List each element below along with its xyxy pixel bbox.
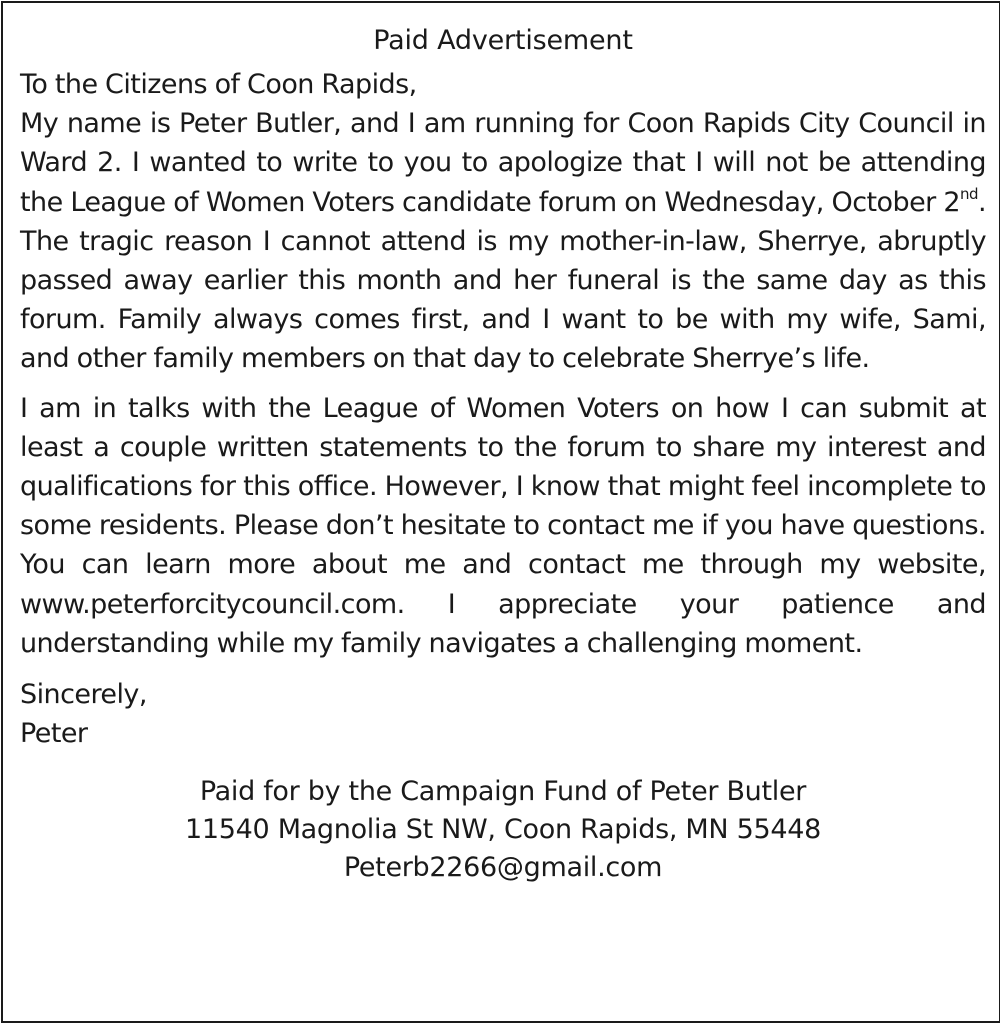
paid-for-line: Paid for by the Campaign Fund of Peter Butler (199, 776, 807, 808)
ad-heading: Paid Advertisement (373, 25, 633, 56)
advertisement-frame (1, 1, 1000, 1023)
paragraph-1-text-end: . The tragic reason I cannot attend is my mother-in-law, Sherrye, abruptly passed away earlier this month and her funeral is the same day as this forum. Family always comes first, and I want to be with my wife, Sami, and other family members on that day to celebrate Sherrye’s life. (20, 186, 986, 375)
letter-paragraph-1 (20, 104, 986, 378)
mailing-address: 11540 Magnolia St NW, Coon Rapids, MN 55448 (185, 814, 821, 846)
letter-signature: Peter (20, 718, 88, 750)
contact-email: Peterb2266@gmail.com (343, 852, 663, 884)
letter-salutation: To the Citizens of Coon Rapids, (20, 69, 417, 100)
letter-paragraph-2: I am in talks with the League of Women Voters on how I can submit at least a couple written statements to the forum to share my interest and qualifications for this office. However, I know that might feel incomplete to some residents. Please don’t hesitate to contact me if you have questions. You can learn more about me and contact me through my website, www.peterforcitycouncil.com. I appreciate your patience and understanding while my family navigates a challenging moment. (20, 392, 986, 659)
letter-closing: Sincerely, (20, 679, 147, 711)
paragraph-1-text-start: My name is Peter Butler, and I am running for Coon Rapids City Council in Ward 2. I wanted to write to you to apologize that I will not be attending the League of Women Voters candidate forum on Wednesday, October 2 (20, 108, 986, 218)
ad-footer (20, 773, 986, 887)
letter-body (20, 65, 986, 753)
advertisement-content (20, 3, 986, 887)
ordinal-suffix: nd (960, 184, 978, 203)
